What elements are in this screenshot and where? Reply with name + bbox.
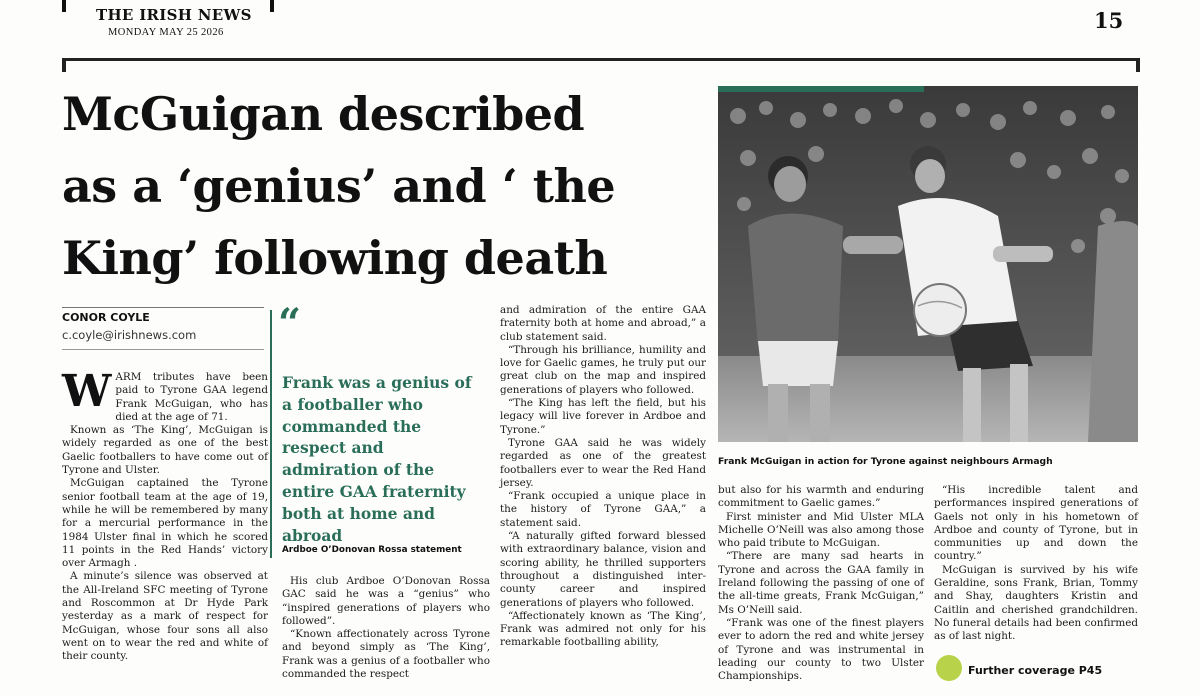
- body-paragraph: “His incredible talent and performances inspired generations of Gaels not only in his hometown of Ardboe and county of Tyrone, but in communities up and down the country.”: [934, 484, 1138, 563]
- body-paragraph: “Frank was one of the finest players ever to adorn the red and white jersey of Tyrone and was instrumental in leading our county to two Ulster Championships.: [718, 616, 924, 683]
- body-paragraph: “A naturally gifted forward blessed with extraordinary balance, vision and scoring ability, he thrilled supporters throughout a distinguished inter-county career and inspired generations of players who followed.: [500, 530, 706, 609]
- page-number: 15: [1094, 8, 1124, 33]
- body-paragraph: McGuigan captained the Tyrone senior football team at the age of 19, while he will be remembered by many for a mercurial performance in the 1984 Ulster final in which he scored 11 points in the Red Hands’ victory over Armagh .: [62, 477, 268, 570]
- body-column-1: [62, 366, 268, 664]
- body-column-2: [282, 575, 490, 681]
- body-paragraph: First minister and Mid Ulster MLA Michelle O’Neill was also among those who paid tribute to McGuigan.: [718, 510, 924, 550]
- body-column-3: [500, 304, 706, 650]
- body-column-5: [934, 484, 1138, 644]
- body-paragraph: Known as ‘The King’, McGuigan is widely regarded as one of the best Gaelic footballers to have come out of Tyrone and Ulster.: [62, 424, 268, 477]
- byline-name: CONOR COYLE: [62, 311, 150, 324]
- headline: [62, 78, 702, 294]
- further-coverage-link[interactable]: Further coverage P45: [968, 664, 1103, 677]
- body-paragraph: His club Ardboe O’Donovan Rossa GAC said he was a “genius” who “inspired generations of players who followed”.: [282, 575, 490, 627]
- body-paragraph: Tyrone GAA said he was widely regarded as one of the greatest footballers ever to wear the Red Hand jersey.: [500, 436, 706, 489]
- photo-caption: Frank McGuigan in action for Tyrone against neighbours Armagh: [718, 456, 1053, 467]
- byline-rule-top: [62, 307, 264, 308]
- body-paragraph: and admiration of the entire GAA fraternity both at home and abroad,” a club statement said.: [500, 304, 706, 343]
- page-rule-tick-left: [62, 58, 66, 72]
- page-rule: [62, 58, 1140, 61]
- quote-mark-icon: “: [278, 300, 302, 347]
- body-paragraph: “Known affectionately across Tyrone and beyond simply as ‘The King’, Frank was a genius of a footballer who commanded the respect: [282, 628, 490, 681]
- body-paragraph: ARM tributes have been paid to Tyrone GAA legend Frank McGuigan, who has died at the age of 71.: [115, 371, 268, 423]
- photo-illustration: [718, 86, 1138, 442]
- byline-rule-bottom: [62, 349, 264, 350]
- pull-quote-text: Frank was a genius of a footballer who commanded the respect and admiration of the entire GAA fraternity both at home and abroad: [282, 373, 472, 545]
- pull-quote-attribution: Ardboe O’Donovan Rossa statement: [282, 545, 462, 555]
- paper-name: THE IRISH NEWS: [96, 6, 252, 24]
- body-paragraph: “There are many sad hearts in Tyrone and across the GAA family in Ireland following the passing of one of the all-time greats, Frank McGuigan,” Ms O’Neill said.: [718, 550, 924, 616]
- body-paragraph: A minute’s silence was observed at the All-Ireland SFC meeting of Tyrone and Roscommon at Dr Hyde Park yesterday as a mark of respect for McGuigan, whose four sons all also went on to wear the red and white of their county.: [62, 570, 268, 663]
- page-rule-tick-right: [1136, 58, 1140, 72]
- masthead-rule-right: [270, 0, 274, 12]
- body-paragraph: but also for his warmth and enduring commitment to Gaelic games.”: [718, 484, 924, 510]
- body-paragraph: “Through his brilliance, humility and love for Gaelic games, he truly put our great club on the map and inspired generations of players who followed.: [500, 343, 706, 396]
- headline-line: McGuigan described: [62, 87, 585, 141]
- headline-line: King’ following death: [62, 231, 608, 285]
- photo-accent-bar: [718, 86, 924, 92]
- byline-email[interactable]: c.coyle@irishnews.com: [62, 328, 197, 342]
- pull-quote-rule: [270, 310, 272, 558]
- headline-line: as a ‘genius’ and ‘ the: [62, 159, 616, 213]
- further-coverage-dot-icon: [936, 655, 962, 681]
- body-paragraph: McGuigan is survived by his wife Geraldine, sons Frank, Brian, Tommy and Shay, daughters Kristin and Caitlin and cherished grandchildren. No funeral details had been confirmed as of last night.: [934, 563, 1138, 643]
- football-action-photo: [718, 86, 1138, 442]
- body-paragraph: “Affectionately known as ‘The King’, Frank was admired not only for his remarkable footballing ability,: [500, 609, 706, 649]
- paper-date: MONDAY MAY 25 2026: [108, 27, 224, 38]
- body-paragraph: “Frank occupied a unique place in the history of Tyrone GAA,” a statement said.: [500, 490, 706, 529]
- body-paragraph: “The King has left the field, but his legacy will live forever in Ardboe and Tyrone.”: [500, 397, 706, 436]
- drop-cap: W: [62, 366, 112, 417]
- masthead-rule-left: [62, 0, 66, 12]
- body-column-4: [718, 484, 924, 683]
